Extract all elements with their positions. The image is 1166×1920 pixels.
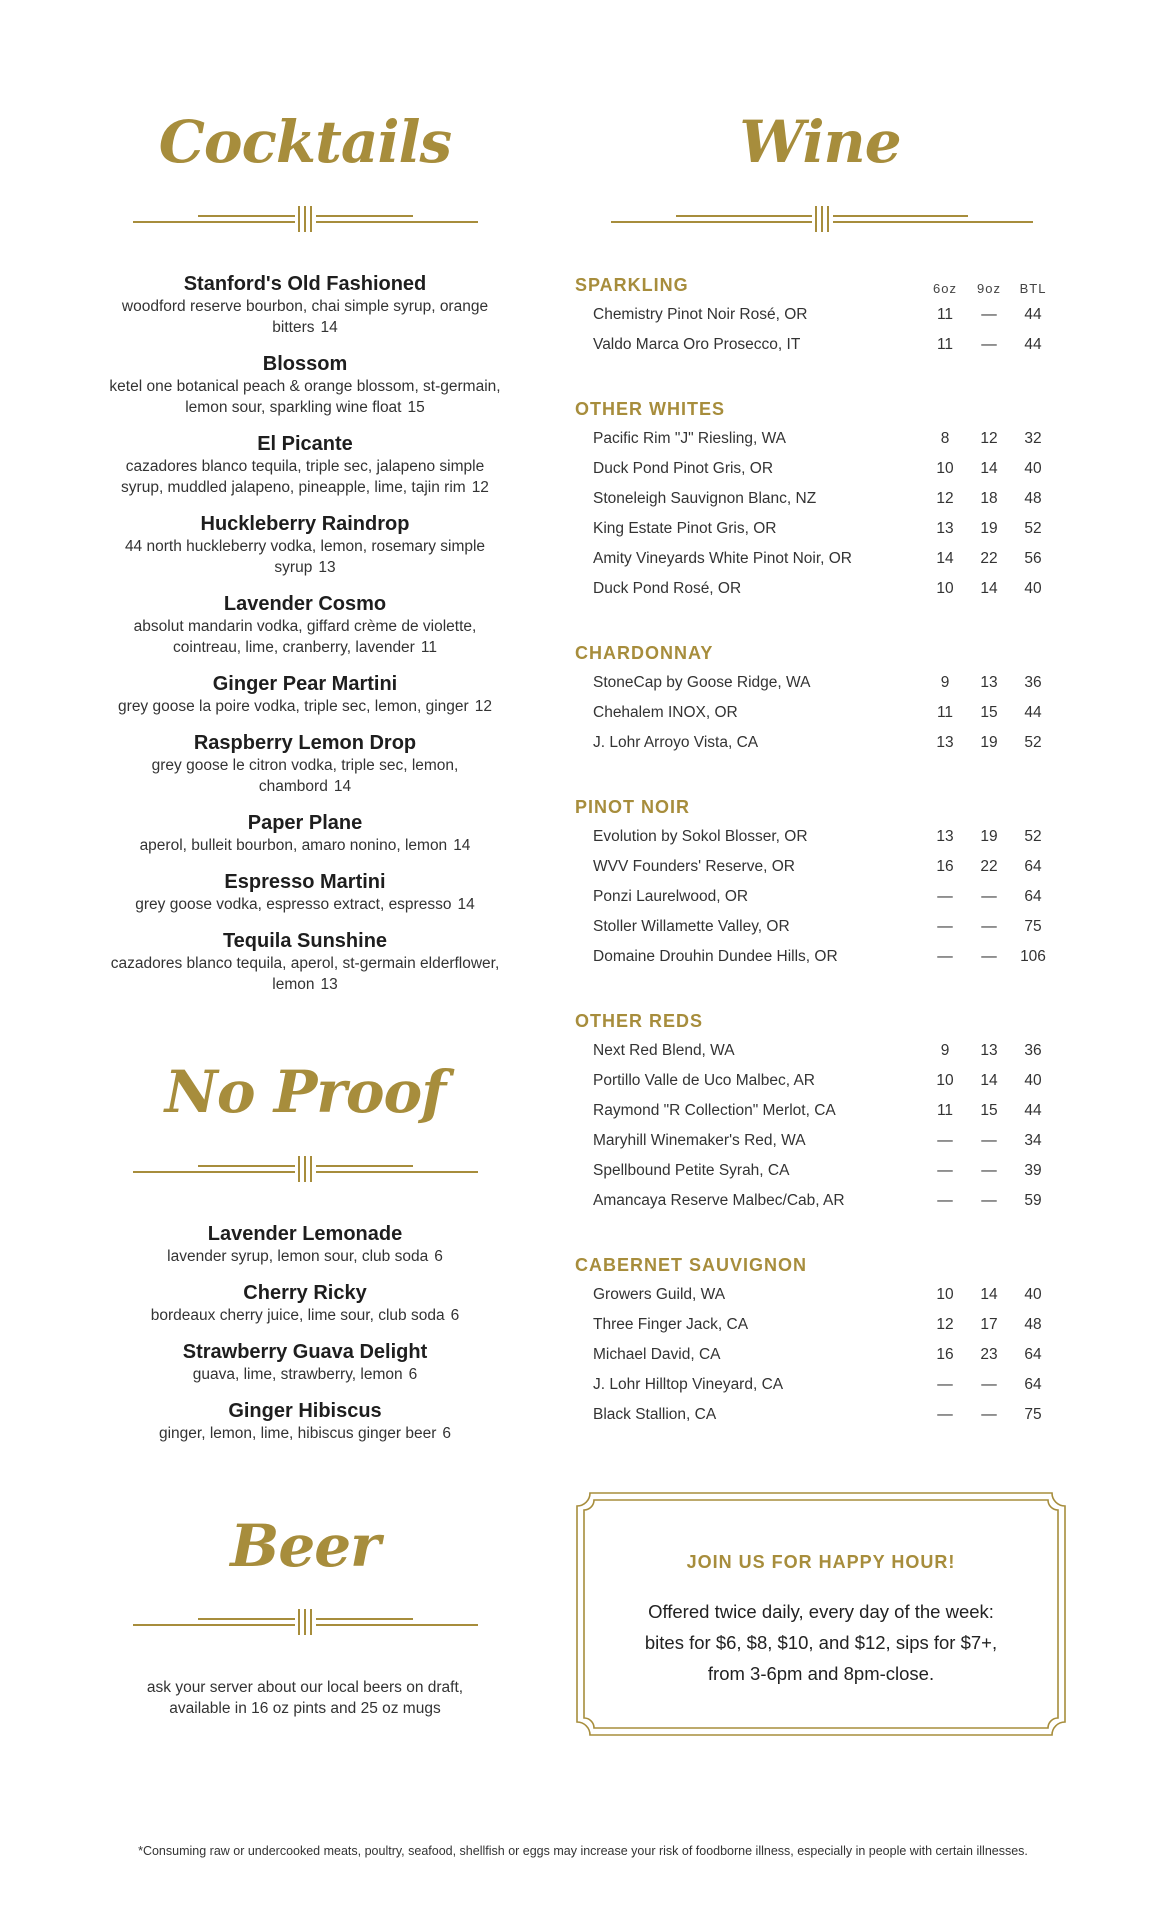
wine-section-title: CABERNET SAUVIGNON: [575, 1255, 808, 1275]
wine-row: [575, 1186, 1055, 1216]
drink-description: [105, 894, 505, 915]
wine-name: Chehalem INOX, OR: [593, 704, 738, 721]
wine-price: 11: [936, 306, 954, 323]
wine-name: Evolution by Sokol Blosser, OR: [593, 828, 808, 845]
wine-price: —: [981, 1192, 997, 1209]
wine-row: [575, 1280, 1055, 1310]
drink-item: [100, 432, 510, 498]
wine-price: 52: [1024, 734, 1042, 751]
wine-price: 17: [980, 1316, 998, 1333]
wine-name: J. Lohr Hilltop Vineyard, CA: [593, 1376, 784, 1393]
drink-name: Blossom: [262, 353, 348, 375]
cocktails-heading: Cocktails: [158, 108, 452, 176]
wine-price: 64: [1024, 888, 1042, 905]
drink-item: [100, 1281, 510, 1326]
wine-name: King Estate Pinot Gris, OR: [593, 520, 777, 537]
wine-price: 18: [980, 490, 998, 507]
wine-name: J. Lohr Arroyo Vista, CA: [593, 734, 759, 751]
wine-name: Pacific Rim "J" Riesling, WA: [593, 430, 787, 447]
drink-item: [100, 592, 510, 658]
wine-price: 44: [1024, 306, 1042, 323]
drink-description: [105, 755, 505, 797]
beer-note-line1: ask your server about our local beers on draft,: [146, 1679, 464, 1696]
drink-ingredients: aperol, bulleit bourbon, amaro nonino, lemon: [139, 837, 448, 854]
wine-name: Domaine Drouhin Dundee Hills, OR: [593, 948, 838, 965]
wine-price: —: [981, 336, 997, 353]
happy-hour-line2: bites for $6, $8, $10, and $12, sips for $7+,: [644, 1632, 998, 1653]
wine-row: [575, 882, 1055, 912]
wine-column-header: BTL: [1019, 281, 1047, 296]
drink-ingredients: absolut mandarin vodka, giffard crème de violette, cointreau, lime, cranberry, lavender: [133, 618, 477, 656]
wine-price: 44: [1024, 336, 1042, 353]
wine-column-header: 9oz: [977, 281, 1001, 296]
drink-ingredients: lavender syrup, lemon sour, club soda: [167, 1248, 429, 1265]
wine-section-title: SPARKLING: [575, 275, 689, 295]
wine-row: [575, 424, 1055, 454]
wine-price: 48: [1024, 1316, 1042, 1333]
wine-price: —: [937, 1162, 953, 1179]
wine-row: [575, 942, 1055, 972]
wine-price: —: [937, 1192, 953, 1209]
drink-price: 13: [320, 976, 338, 993]
wine-name: Valdo Marca Oro Prosecco, IT: [593, 336, 801, 353]
wine-price: 19: [980, 520, 998, 537]
wine-price: 52: [1024, 520, 1042, 537]
wine-name: Amancaya Reserve Malbec/Cab, AR: [593, 1192, 845, 1209]
drink-price: 14: [453, 837, 471, 854]
wine-price: 16: [936, 858, 954, 875]
drink-description: [105, 1364, 505, 1385]
wine-price: 39: [1024, 1162, 1042, 1179]
wine-name: Spellbound Petite Syrah, CA: [593, 1162, 790, 1179]
wine-name: Growers Guild, WA: [593, 1286, 726, 1303]
wine-price: —: [981, 948, 997, 965]
wine-price: 14: [980, 580, 998, 597]
wine-name: Maryhill Winemaker's Red, WA: [593, 1132, 806, 1149]
wine-name: WVV Founders' Reserve, OR: [593, 858, 795, 875]
wine-price: 11: [936, 336, 954, 353]
wine-row: [575, 668, 1055, 698]
happy-hour-line3: from 3-6pm and 8pm-close.: [707, 1663, 935, 1684]
wine-name: Portillo Valle de Uco Malbec, AR: [593, 1072, 815, 1089]
drink-description: [105, 1305, 505, 1326]
beer-note: [100, 1677, 510, 1719]
cocktail-list: [100, 272, 510, 1009]
wine-heading: Wine: [739, 108, 901, 176]
wine-row: [575, 1036, 1055, 1066]
wine-price: 59: [1024, 1192, 1042, 1209]
drink-price: 11: [420, 639, 437, 656]
wine-name: Stoneleigh Sauvignon Blanc, NZ: [593, 490, 817, 507]
wine-price: 64: [1024, 1376, 1042, 1393]
wine-section: [575, 792, 1055, 972]
drink-item: [100, 512, 510, 578]
drink-ingredients: cazadores blanco tequila, aperol, st-germain elderflower, lemon: [110, 955, 500, 993]
wine-name: Stoller Willamette Valley, OR: [593, 918, 790, 935]
wine-row: [575, 852, 1055, 882]
drink-description: [105, 953, 505, 995]
drink-price: 14: [457, 896, 475, 913]
wine-row: [575, 1400, 1055, 1430]
wine-price: 14: [980, 460, 998, 477]
drink-item: [100, 870, 510, 915]
drink-name: Huckleberry Raindrop: [200, 513, 410, 535]
wine-price: 22: [980, 858, 998, 875]
drink-description: [105, 1246, 505, 1267]
drink-description: [105, 1423, 505, 1444]
wine-section-header: [575, 638, 1055, 664]
drink-item: [100, 352, 510, 418]
drink-price: 12: [474, 698, 492, 715]
wine-row: [575, 1126, 1055, 1156]
wine-section-header: [575, 1006, 1055, 1032]
drink-name: Lavender Cosmo: [223, 593, 387, 615]
drink-ingredients: guava, lime, strawberry, lemon: [192, 1366, 403, 1383]
wine-section-header: [575, 394, 1055, 420]
wine-row: [575, 822, 1055, 852]
wine-row: [575, 912, 1055, 942]
wine-price: 12: [936, 490, 954, 507]
wine-price: 9: [940, 1042, 950, 1059]
drink-ingredients: grey goose la poire vodka, triple sec, lemon, ginger: [118, 698, 469, 715]
wine-price: 48: [1024, 490, 1042, 507]
wine-column-header: 6oz: [933, 281, 957, 296]
wine-section-title: OTHER WHITES: [575, 399, 725, 419]
wine-price: —: [981, 1406, 997, 1423]
wine-price: 15: [980, 1102, 998, 1119]
wine-price: 11: [936, 1102, 954, 1119]
drink-name: Cherry Ricky: [243, 1282, 367, 1304]
drink-item: [100, 1222, 510, 1267]
wine-row: [575, 1066, 1055, 1096]
happy-hour-body: [596, 1596, 1046, 1689]
wine-price: —: [937, 1406, 953, 1423]
drink-name: El Picante: [257, 433, 353, 455]
drink-price: 6: [408, 1366, 418, 1383]
drink-name: Paper Plane: [247, 812, 363, 834]
wine-price: 11: [936, 704, 954, 721]
wine-price: —: [981, 1376, 997, 1393]
wine-price: —: [981, 1132, 997, 1149]
wine-name: Raymond "R Collection" Merlot, CA: [593, 1102, 836, 1119]
wine-price: 12: [980, 430, 998, 447]
wine-section: [575, 1006, 1055, 1216]
wine-row: [575, 330, 1055, 360]
drink-item: [100, 929, 510, 995]
wine-section-header: [575, 792, 1055, 818]
wine-name: StoneCap by Goose Ridge, WA: [593, 674, 811, 691]
wine-section-header: [575, 270, 1055, 296]
drink-item: [100, 1399, 510, 1444]
wine-row: [575, 484, 1055, 514]
wine-price: 13: [936, 520, 954, 537]
wine-row: [575, 698, 1055, 728]
wine-section-title: CHARDONNAY: [575, 643, 714, 663]
wine-section: [575, 1250, 1055, 1430]
drink-ingredients: grey goose le citron vodka, triple sec, lemon, chambord: [151, 757, 459, 795]
beer-heading: Beer: [230, 1512, 380, 1580]
wine-price: 56: [1024, 550, 1042, 567]
wine-price: 44: [1024, 704, 1042, 721]
wine-price: 19: [980, 734, 998, 751]
drink-description: [105, 456, 505, 498]
drink-name: Ginger Hibiscus: [228, 1400, 382, 1422]
cocktails-divider: [133, 204, 478, 234]
drink-name: Strawberry Guava Delight: [182, 1341, 428, 1363]
drink-ingredients: 44 north huckleberry vodka, lemon, rosemary simple syrup: [124, 538, 486, 576]
wine-price: 75: [1024, 918, 1042, 935]
wine-price: 32: [1024, 430, 1042, 447]
wine-price: 10: [936, 580, 954, 597]
drink-price: 6: [450, 1307, 460, 1324]
wine-price: 9: [940, 674, 950, 691]
wine-list: [575, 270, 1055, 1464]
drink-item: [100, 731, 510, 797]
drink-name: Raspberry Lemon Drop: [193, 732, 417, 754]
drink-price: 15: [407, 399, 425, 416]
wine-price: 40: [1024, 460, 1042, 477]
drink-name: Lavender Lemonade: [207, 1223, 403, 1245]
wine-price: —: [981, 1162, 997, 1179]
wine-row: [575, 1096, 1055, 1126]
wine-price: 13: [980, 674, 998, 691]
wine-name: Michael David, CA: [593, 1346, 721, 1363]
drink-price: 13: [318, 559, 336, 576]
drink-ingredients: ginger, lemon, lime, hibiscus ginger beer: [158, 1425, 437, 1442]
wine-price: 64: [1024, 858, 1042, 875]
happy-hour-title: JOIN US FOR HAPPY HOUR!: [686, 1552, 956, 1572]
drink-description: [105, 536, 505, 578]
drink-price: 14: [320, 319, 338, 336]
wine-name: Chemistry Pinot Noir Rosé, OR: [593, 306, 808, 323]
drink-name: Stanford's Old Fashioned: [183, 273, 427, 295]
drink-price: 6: [434, 1248, 443, 1265]
wine-name: Duck Pond Pinot Gris, OR: [593, 460, 774, 477]
wine-row: [575, 514, 1055, 544]
wine-price: 19: [980, 828, 998, 845]
wine-price: 40: [1024, 1072, 1042, 1089]
noproof-heading: No Proof: [164, 1058, 446, 1126]
drink-description: [105, 616, 505, 658]
wine-price: 22: [980, 550, 998, 567]
wine-name: Black Stallion, CA: [593, 1406, 717, 1423]
drink-price: 12: [471, 479, 489, 496]
wine-name: Next Red Blend, WA: [593, 1042, 735, 1059]
wine-price: 52: [1024, 828, 1042, 845]
wine-section: [575, 394, 1055, 604]
drink-ingredients: bordeaux cherry juice, lime sour, club soda: [150, 1307, 445, 1324]
wine-price: 13: [980, 1042, 998, 1059]
wine-price: 23: [980, 1346, 998, 1363]
happy-hour-line1: Offered twice daily, every day of the week:: [648, 1601, 994, 1622]
drink-ingredients: cazadores blanco tequila, triple sec, jalapeno simple syrup, muddled jalapeno, pineapple, lime, tajin rim: [121, 458, 485, 496]
beer-divider: [133, 1607, 478, 1637]
wine-price: 8: [940, 430, 950, 447]
wine-price: —: [937, 948, 953, 965]
noproof-list: [100, 1222, 510, 1458]
wine-row: [575, 574, 1055, 604]
drink-description: [105, 296, 505, 338]
wine-price: 34: [1024, 1132, 1042, 1149]
drink-price: 6: [442, 1425, 452, 1442]
wine-price: 40: [1024, 1286, 1042, 1303]
wine-price: 10: [936, 1286, 954, 1303]
wine-price: 12: [936, 1316, 954, 1333]
wine-price: 10: [936, 460, 954, 477]
drink-name: Tequila Sunshine: [222, 930, 388, 952]
wine-price: 44: [1024, 1102, 1042, 1119]
wine-divider: [611, 204, 1033, 234]
footer-disclaimer: *Consuming raw or undercooked meats, poultry, seafood, shellfish or eggs may increase your risk of foodborne illness, especially in people with certain illnesses.: [138, 1844, 1028, 1858]
wine-row: [575, 1370, 1055, 1400]
wine-name: Three Finger Jack, CA: [593, 1316, 749, 1333]
drink-description: [105, 835, 505, 856]
drink-item: [100, 811, 510, 856]
wine-price: 36: [1024, 1042, 1042, 1059]
drink-name: Espresso Martini: [224, 871, 386, 893]
wine-row: [575, 1156, 1055, 1186]
wine-section-title: PINOT NOIR: [575, 797, 691, 817]
wine-name: Ponzi Laurelwood, OR: [593, 888, 749, 905]
wine-price: —: [937, 1376, 953, 1393]
wine-row: [575, 454, 1055, 484]
wine-row: [575, 300, 1055, 330]
wine-price: 14: [980, 1072, 998, 1089]
wine-price: 75: [1024, 1406, 1042, 1423]
wine-name: Amity Vineyards White Pinot Noir, OR: [593, 550, 852, 567]
beer-note-line2: available in 16 oz pints and 25 oz mugs: [169, 1700, 441, 1717]
wine-section: [575, 638, 1055, 758]
drink-ingredients: woodford reserve bourbon, chai simple syrup, orange bitters: [121, 298, 489, 336]
wine-price: —: [981, 918, 997, 935]
wine-price: 13: [936, 734, 954, 751]
happy-hour-box: [576, 1492, 1066, 1736]
wine-price: 15: [980, 704, 998, 721]
wine-row: [575, 544, 1055, 574]
drink-description: [105, 696, 505, 717]
wine-price: —: [937, 1132, 953, 1149]
wine-price: 16: [936, 1346, 954, 1363]
wine-section-title: OTHER REDS: [575, 1011, 704, 1031]
drink-ingredients: grey goose vodka, espresso extract, espresso: [135, 896, 452, 913]
noproof-divider: [133, 1154, 478, 1184]
drink-price: 14: [333, 778, 352, 795]
wine-price: —: [981, 888, 997, 905]
wine-price: 40: [1024, 580, 1042, 597]
drink-item: [100, 672, 510, 717]
wine-price: 64: [1024, 1346, 1042, 1363]
wine-row: [575, 728, 1055, 758]
wine-price: 36: [1024, 674, 1042, 691]
wine-price: 106: [1020, 948, 1046, 965]
drink-ingredients: ketel one botanical peach & orange blossom, st-germain, lemon sour, sparkling wine float: [109, 378, 501, 416]
wine-price: 10: [936, 1072, 954, 1089]
wine-row: [575, 1310, 1055, 1340]
wine-name: Duck Pond Rosé, OR: [593, 580, 742, 597]
drink-item: [100, 1340, 510, 1385]
wine-price: 14: [980, 1286, 998, 1303]
drink-description: [105, 376, 505, 418]
wine-price: —: [981, 306, 997, 323]
wine-section-header: [575, 1250, 1055, 1276]
wine-row: [575, 1340, 1055, 1370]
wine-price: 13: [936, 828, 954, 845]
drink-name: Ginger Pear Martini: [212, 673, 398, 695]
wine-price: 14: [936, 550, 954, 567]
wine-price: —: [937, 918, 953, 935]
wine-section: [575, 270, 1055, 360]
wine-price: —: [937, 888, 953, 905]
drink-item: [100, 272, 510, 338]
